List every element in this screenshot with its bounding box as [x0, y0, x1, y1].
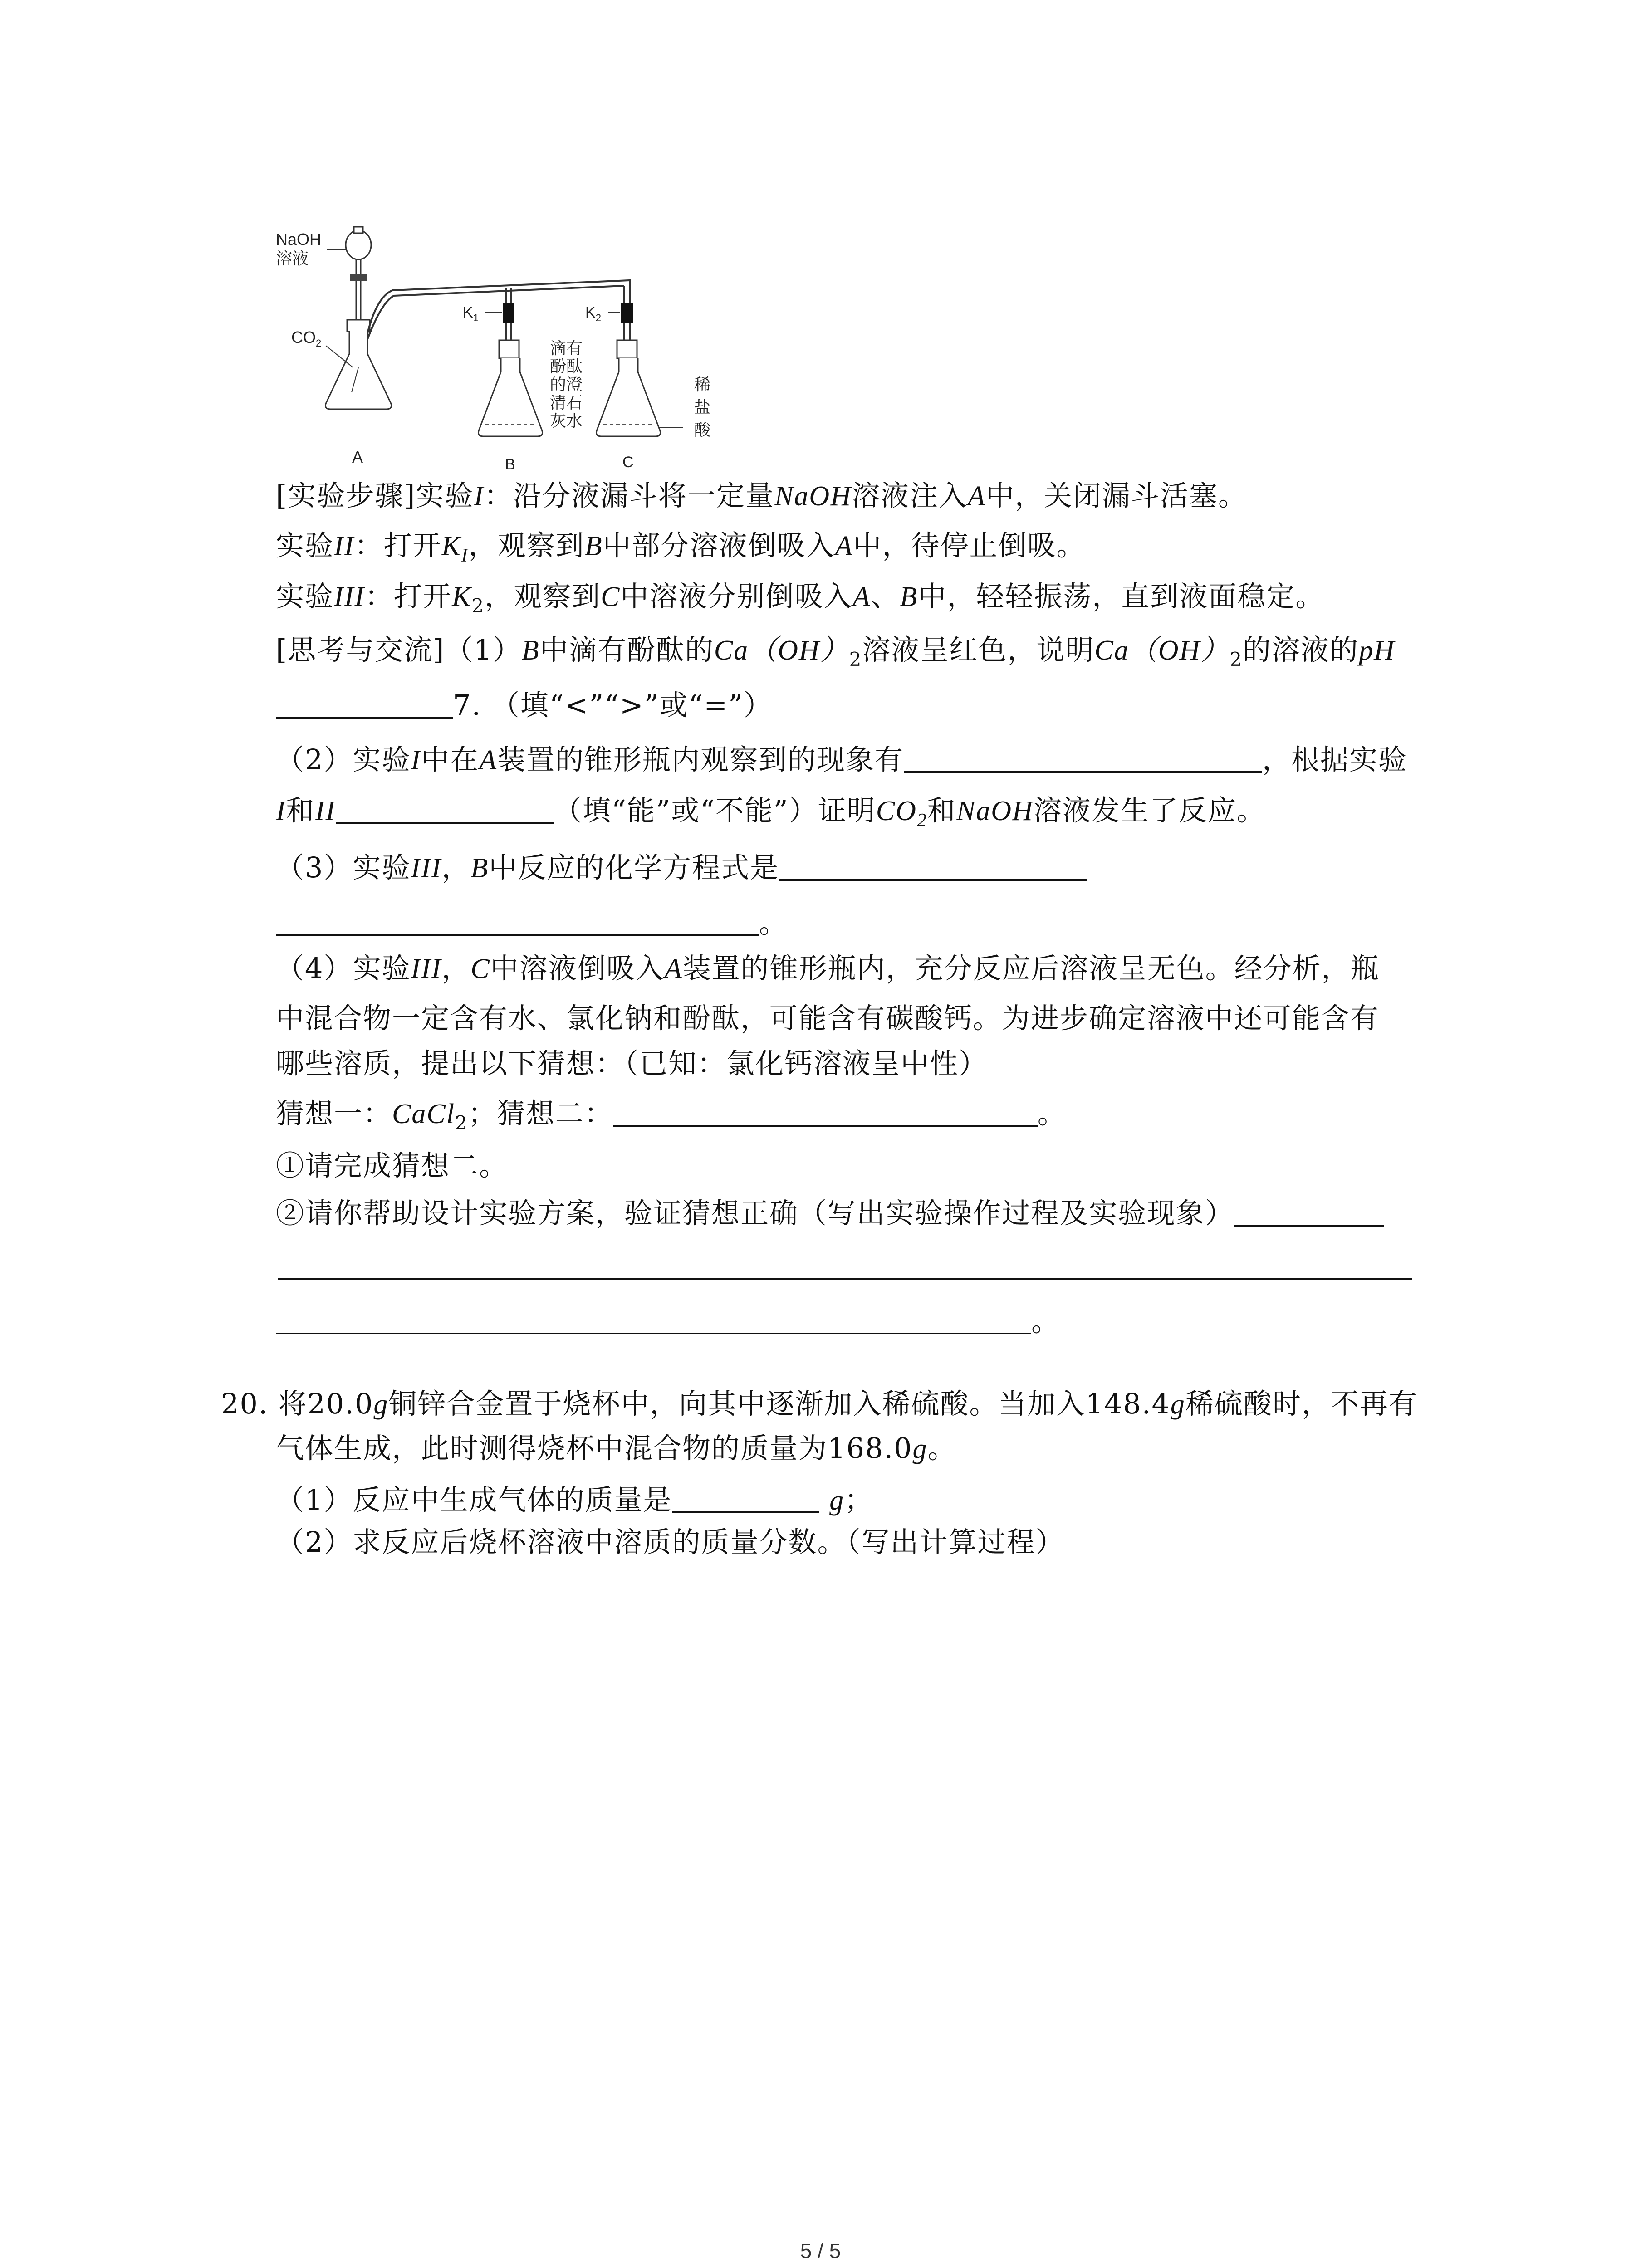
svg-text:灰水: 灰水	[550, 411, 583, 430]
question-20-line-2: 气体生成，此时测得烧杯中混合物的质量为168.0g。	[276, 1432, 957, 1465]
flask-b-label	[550, 339, 583, 430]
k1-label: $K_1$	[463, 304, 479, 323]
question-4-line-1: （4）实验III，C中溶液倒吸入A装置的锥形瓶内，充分反应后溶液呈无色。经分析，瓶	[276, 952, 1380, 985]
answer-blank-3[interactable]	[336, 795, 554, 824]
svg-text:酚酞: 酚酞	[550, 357, 583, 376]
svg-text:滴有: 滴有	[550, 339, 583, 357]
answer-blank-10[interactable]	[672, 1484, 819, 1513]
answer-blank-9[interactable]	[276, 1305, 1031, 1334]
sub-question-2: ②请你帮助设计实验方案，验证猜想正确（写出实验操作过程及实验现象）	[276, 1193, 1384, 1234]
experiment-step-1: [实验步骤]实验I：沿分液漏斗将一定量NaOH溶液注入A中，关闭漏斗活塞。	[276, 479, 1247, 512]
answer-line-9: 。	[276, 1301, 1060, 1342]
flask-c-label	[694, 375, 711, 439]
experiment-step-3: 实验III：打开$K_2$，观察到C中溶液分别倒吸入A、B中，轻轻振荡，直到液面稳定。	[276, 580, 1325, 617]
think-question-1-answer: 7. （填“<”“>”或“=”）	[276, 685, 773, 726]
question-2-line-1: （2）实验I中在A装置的锥形瓶内观察到的现象有 ，根据实验	[276, 743, 1408, 776]
page-number: 5 / 5	[800, 2239, 841, 2263]
question-20-sub-1: （1）反应中生成气体的质量是 g；	[276, 1483, 874, 1516]
experiment-step-2: 实验II：打开$K_I$，观察到B中部分溶液倒吸入A中，待停止倒吸。	[276, 529, 1086, 566]
svg-text:稀: 稀	[694, 375, 711, 394]
guess-line: 猜想一：CaCl$_2$；猜想二： 。	[276, 1097, 1067, 1134]
question-2-line-2: I和II （填“能”或“不能”）证明$CO_2$和NaOH溶液发生了反应。	[276, 794, 1266, 831]
question-3-line-2: 。	[276, 903, 788, 943]
answer-blank-1[interactable]	[276, 689, 453, 719]
svg-text:盐: 盐	[694, 398, 711, 416]
question-20-sub-2: （2）求反应后烧杯溶液中溶质的质量分数。（写出计算过程）	[276, 1525, 1065, 1559]
question-3-line-1: （3）实验III，B中反应的化学方程式是	[276, 847, 1087, 889]
sub-question-1: ①请完成猜想二。	[276, 1149, 509, 1182]
naoh-label-2: 溶液	[276, 249, 309, 268]
apparatus-figure	[272, 218, 735, 472]
answer-blank-2[interactable]	[904, 744, 1262, 773]
question-20-line-1: 20. 将20.0g铜锌合金置于烧杯中，向其中逐渐加入稀硫酸。当加入148.4g稀硫酸时，不再有	[221, 1387, 1418, 1420]
question-4-line-2: 中混合物一定含有水、氯化钠和酚酞，可能含有碳酸钙。为进步确定溶液中还可能含有	[276, 1002, 1380, 1035]
question-4-line-3: 哪些溶质，提出以下猜想：（已知：氯化钙溶液呈中性）	[276, 1047, 988, 1080]
answer-blank-5[interactable]	[276, 907, 759, 936]
answer-line-8[interactable]	[278, 1278, 1412, 1280]
label-b: B	[505, 456, 515, 472]
think-question-1: [思考与交流]（1）B中滴有酚酞的$Ca(OH)_2$溶液呈红色，说明$Ca(OH)_2$的溶液的pH	[276, 633, 1395, 670]
answer-blank-7[interactable]	[1234, 1198, 1384, 1227]
question-number: 20.	[221, 1387, 269, 1420]
svg-text:清石: 清石	[550, 393, 583, 412]
svg-text:酸: 酸	[694, 420, 711, 439]
label-c: C	[622, 454, 634, 471]
co2-label: $CO_2$	[291, 328, 322, 349]
naoh-label: NaOH	[276, 230, 322, 249]
svg-text:的澄: 的澄	[550, 375, 583, 394]
answer-blank-4[interactable]	[779, 852, 1087, 881]
label-a: A	[352, 448, 363, 466]
k2-label: $K_2$	[585, 304, 601, 323]
answer-blank-6[interactable]	[613, 1098, 1038, 1127]
